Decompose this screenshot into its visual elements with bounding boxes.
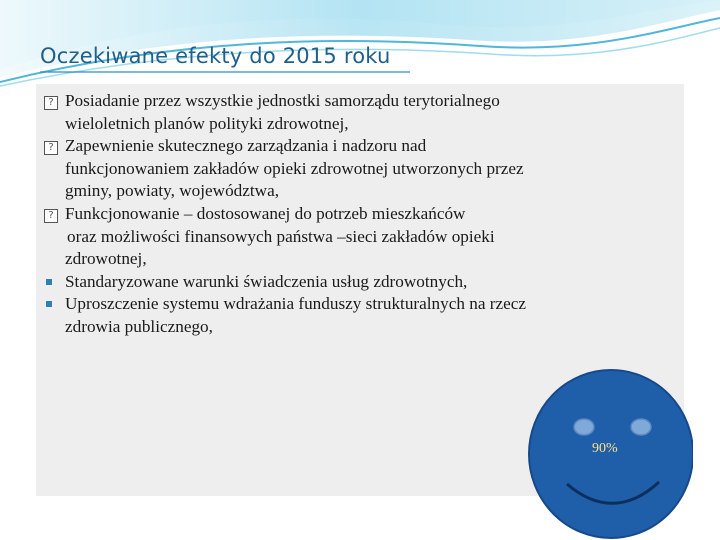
square-bullet-icon: [46, 301, 52, 307]
list-item: [42, 135, 674, 203]
bullet-list: [36, 84, 684, 339]
smiley-percent-label: 90%: [592, 441, 618, 456]
list-item: [42, 203, 674, 271]
slide-title: Oczekiwane efekty do 2015 roku: [40, 44, 391, 68]
list-item: [42, 293, 674, 338]
square-bullet-icon: [46, 279, 52, 285]
bullet-line: wieloletnich planów polityki zdrowotnej,: [65, 113, 349, 133]
bullet-line: Uproszczenie systemu wdrażania funduszy strukturalnych na rzecz: [65, 294, 527, 314]
checkbox-icon: ?: [44, 96, 58, 110]
bullet-line: gminy, powiaty, województwa,: [65, 181, 280, 201]
bullet-line: Funkcjonowanie – dostosowanej do potrzeb mieszkańców: [65, 203, 466, 223]
bullet-line: zdrowia publicznego,: [65, 316, 213, 336]
bullet-line: Zapewnienie skutecznego zarządzania i nadzoru nad: [65, 136, 427, 156]
bullet-line: Standaryzowane warunki świadczenia usług zdrowotnych,: [65, 271, 468, 291]
bullet-line: oraz możliwości finansowych państwa –sieci zakładów opieki: [67, 226, 495, 246]
checkbox-icon: ?: [44, 141, 58, 155]
bullet-line: funkcjonowaniem zakładów opieki zdrowotnej utworzonych przez: [65, 158, 524, 178]
list-item: [42, 271, 674, 294]
checkbox-icon: ?: [44, 209, 58, 223]
bullet-line: Posiadanie przez wszystkie jednostki samorządu terytorialnego: [65, 91, 500, 110]
bullet-line: zdrowotnej,: [65, 249, 147, 269]
list-item: [42, 90, 674, 135]
